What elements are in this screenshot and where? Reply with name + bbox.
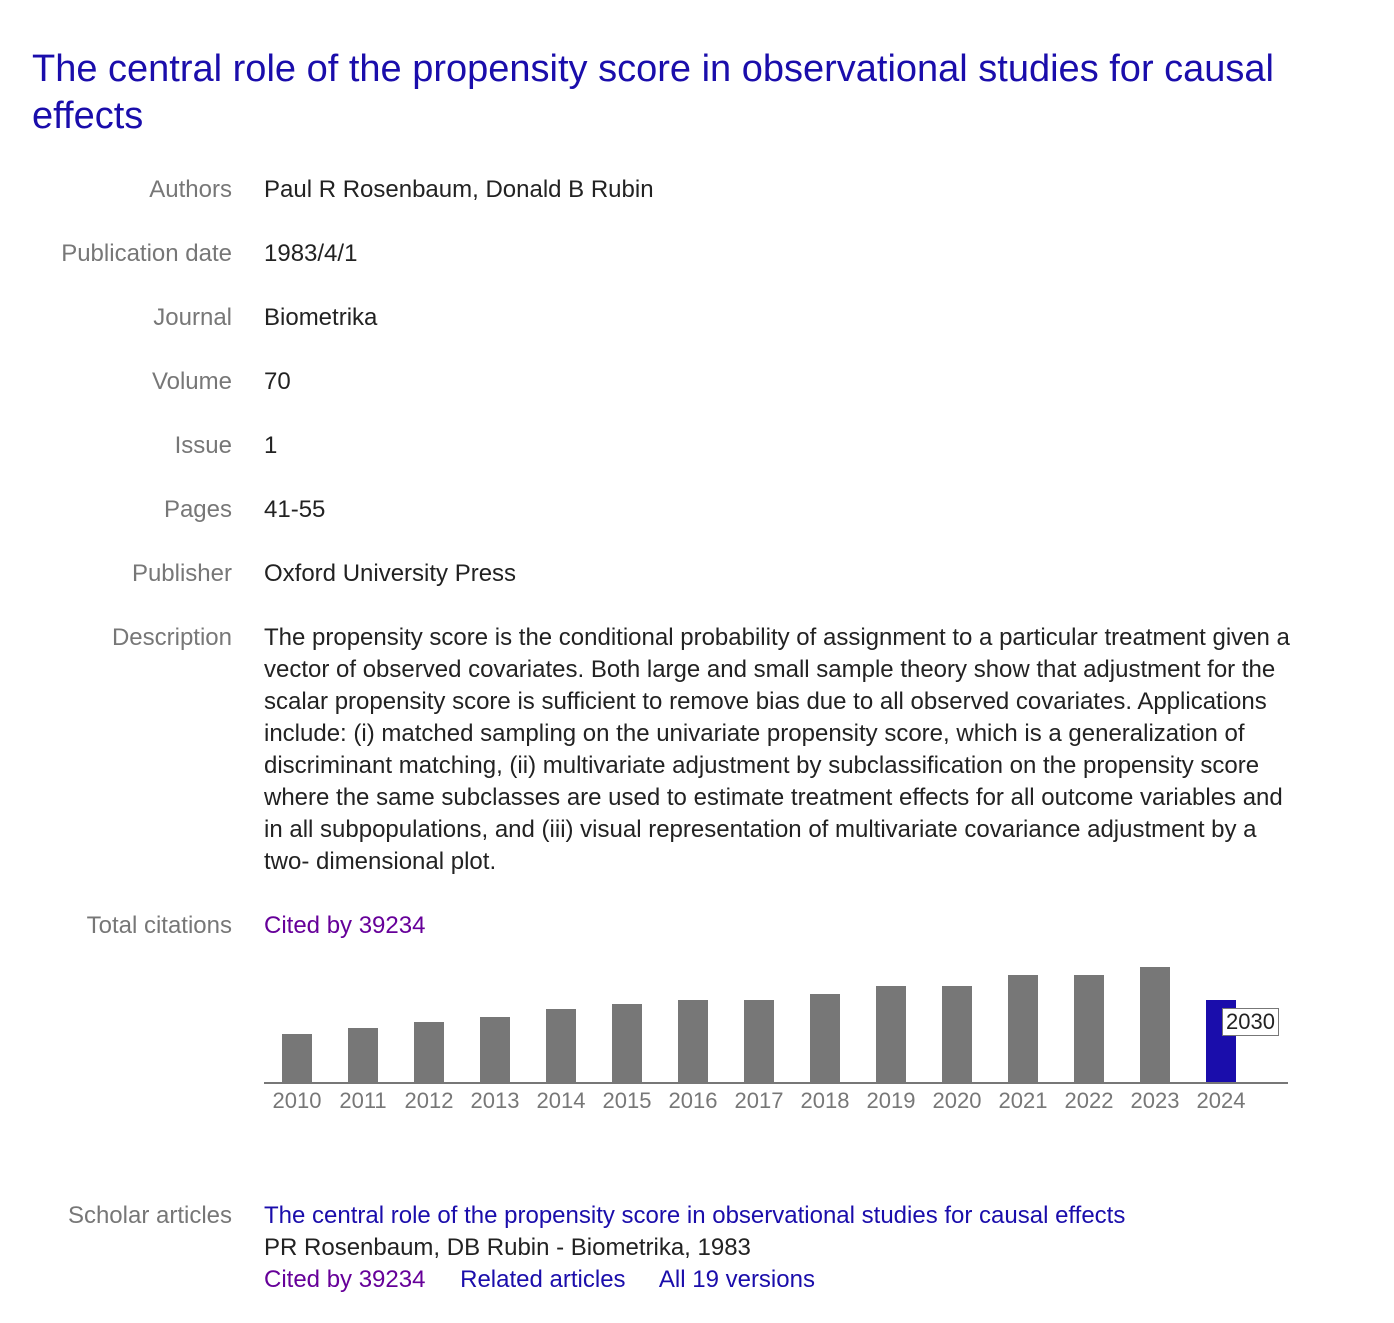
year-label-2012: 2012 [404, 1088, 454, 1113]
volume-label: Volume [151, 368, 232, 395]
article-title[interactable]: The central role of the propensity score in observational studies for causal effects [32, 48, 1274, 137]
year-label-2014: 2014 [536, 1088, 586, 1113]
publisher-value: Oxford University Press [264, 560, 517, 587]
total-citations-label: Total citations [86, 912, 232, 939]
scholar-cited-by-link[interactable]: Cited by 39234 [264, 1266, 426, 1293]
issue-value: 1 [264, 432, 278, 459]
authors-label: Authors [149, 176, 232, 203]
year-label-2020: 2020 [932, 1088, 982, 1113]
citation-bar-2018[interactable] [810, 994, 840, 1082]
cited-by-link[interactable]: Cited by 39234 [264, 912, 426, 939]
year-label-2010: 2010 [272, 1088, 322, 1113]
related-articles-link[interactable]: Related articles [460, 1266, 626, 1293]
scholar-articles-label: Scholar articles [67, 1202, 232, 1229]
year-label-2017: 2017 [734, 1088, 784, 1113]
scholar-byline: PR Rosenbaum, DB Rubin - Biometrika, 1983 [264, 1234, 751, 1261]
publication-date-value: 1983/4/1 [264, 240, 358, 267]
year-label-2021: 2021 [998, 1088, 1048, 1113]
year-label-2016: 2016 [668, 1088, 718, 1113]
scholar-article-title-link[interactable]: The central role of the propensity score in observational studies for causal effects [264, 1202, 1126, 1229]
citation-bar-2022[interactable] [1074, 975, 1104, 1082]
pages-value: 41-55 [264, 496, 326, 523]
citation-bar-2020[interactable] [942, 986, 972, 1082]
year-label-2018: 2018 [800, 1088, 850, 1113]
citation-bar-2023[interactable] [1140, 967, 1170, 1082]
citation-bar-2013[interactable] [480, 1017, 510, 1082]
citations-chart [264, 950, 1294, 1120]
citation-bar-2014[interactable] [546, 1009, 576, 1082]
citation-bar-2021[interactable] [1008, 975, 1038, 1082]
year-label-2019: 2019 [866, 1088, 916, 1113]
year-label-2011: 2011 [339, 1088, 387, 1113]
journal-value: Biometrika [264, 304, 378, 331]
year-label-2024: 2024 [1196, 1088, 1246, 1113]
year-label-2022: 2022 [1064, 1088, 1114, 1113]
publication-date-label: Publication date [61, 240, 232, 267]
citation-bar-2015[interactable] [612, 1004, 642, 1082]
pages-label: Pages [163, 496, 232, 523]
year-label-2013: 2013 [470, 1088, 520, 1113]
journal-label: Journal [153, 304, 232, 331]
citation-bar-2016[interactable] [678, 1000, 708, 1082]
volume-value: 70 [264, 368, 291, 395]
scholar-links [264, 1264, 843, 1296]
citation-bar-2019[interactable] [876, 986, 906, 1082]
citation-bar-2011[interactable] [348, 1028, 378, 1082]
year-label-2015: 2015 [602, 1088, 652, 1113]
chart-axis [264, 1082, 1288, 1084]
citation-bar-2010[interactable] [282, 1034, 312, 1082]
citation-tooltip: 2030 [1222, 1008, 1279, 1036]
citation-bar-2012[interactable] [414, 1022, 444, 1082]
description-value: The propensity score is the conditional probability of assignment to a particular treatment given a vector of observed covariates. Both large and small sample theory show that adjustment for the scalar propensity score is sufficient to remove bias due to all observed covariates. Applications include: (i) matched sampling on the univariate propensity score, which is a generalization of discriminant matching, (ii) multivariate adjustment by subclassification on the propensity score where the same subclasses are used to estimate treatment effects for all outcome variables and in all subpopulations, and (iii) visual representation of multivariate covariance adjustment by a two- dimensional plot. [264, 624, 1290, 875]
citation-bar-2017[interactable] [744, 1000, 774, 1082]
all-versions-link[interactable]: All 19 versions [658, 1266, 815, 1293]
issue-label: Issue [174, 432, 232, 459]
year-label-2023: 2023 [1130, 1088, 1180, 1113]
authors-value: Paul R Rosenbaum, Donald B Rubin [264, 176, 654, 203]
publisher-label: Publisher [131, 560, 232, 587]
description-label: Description [111, 624, 232, 651]
